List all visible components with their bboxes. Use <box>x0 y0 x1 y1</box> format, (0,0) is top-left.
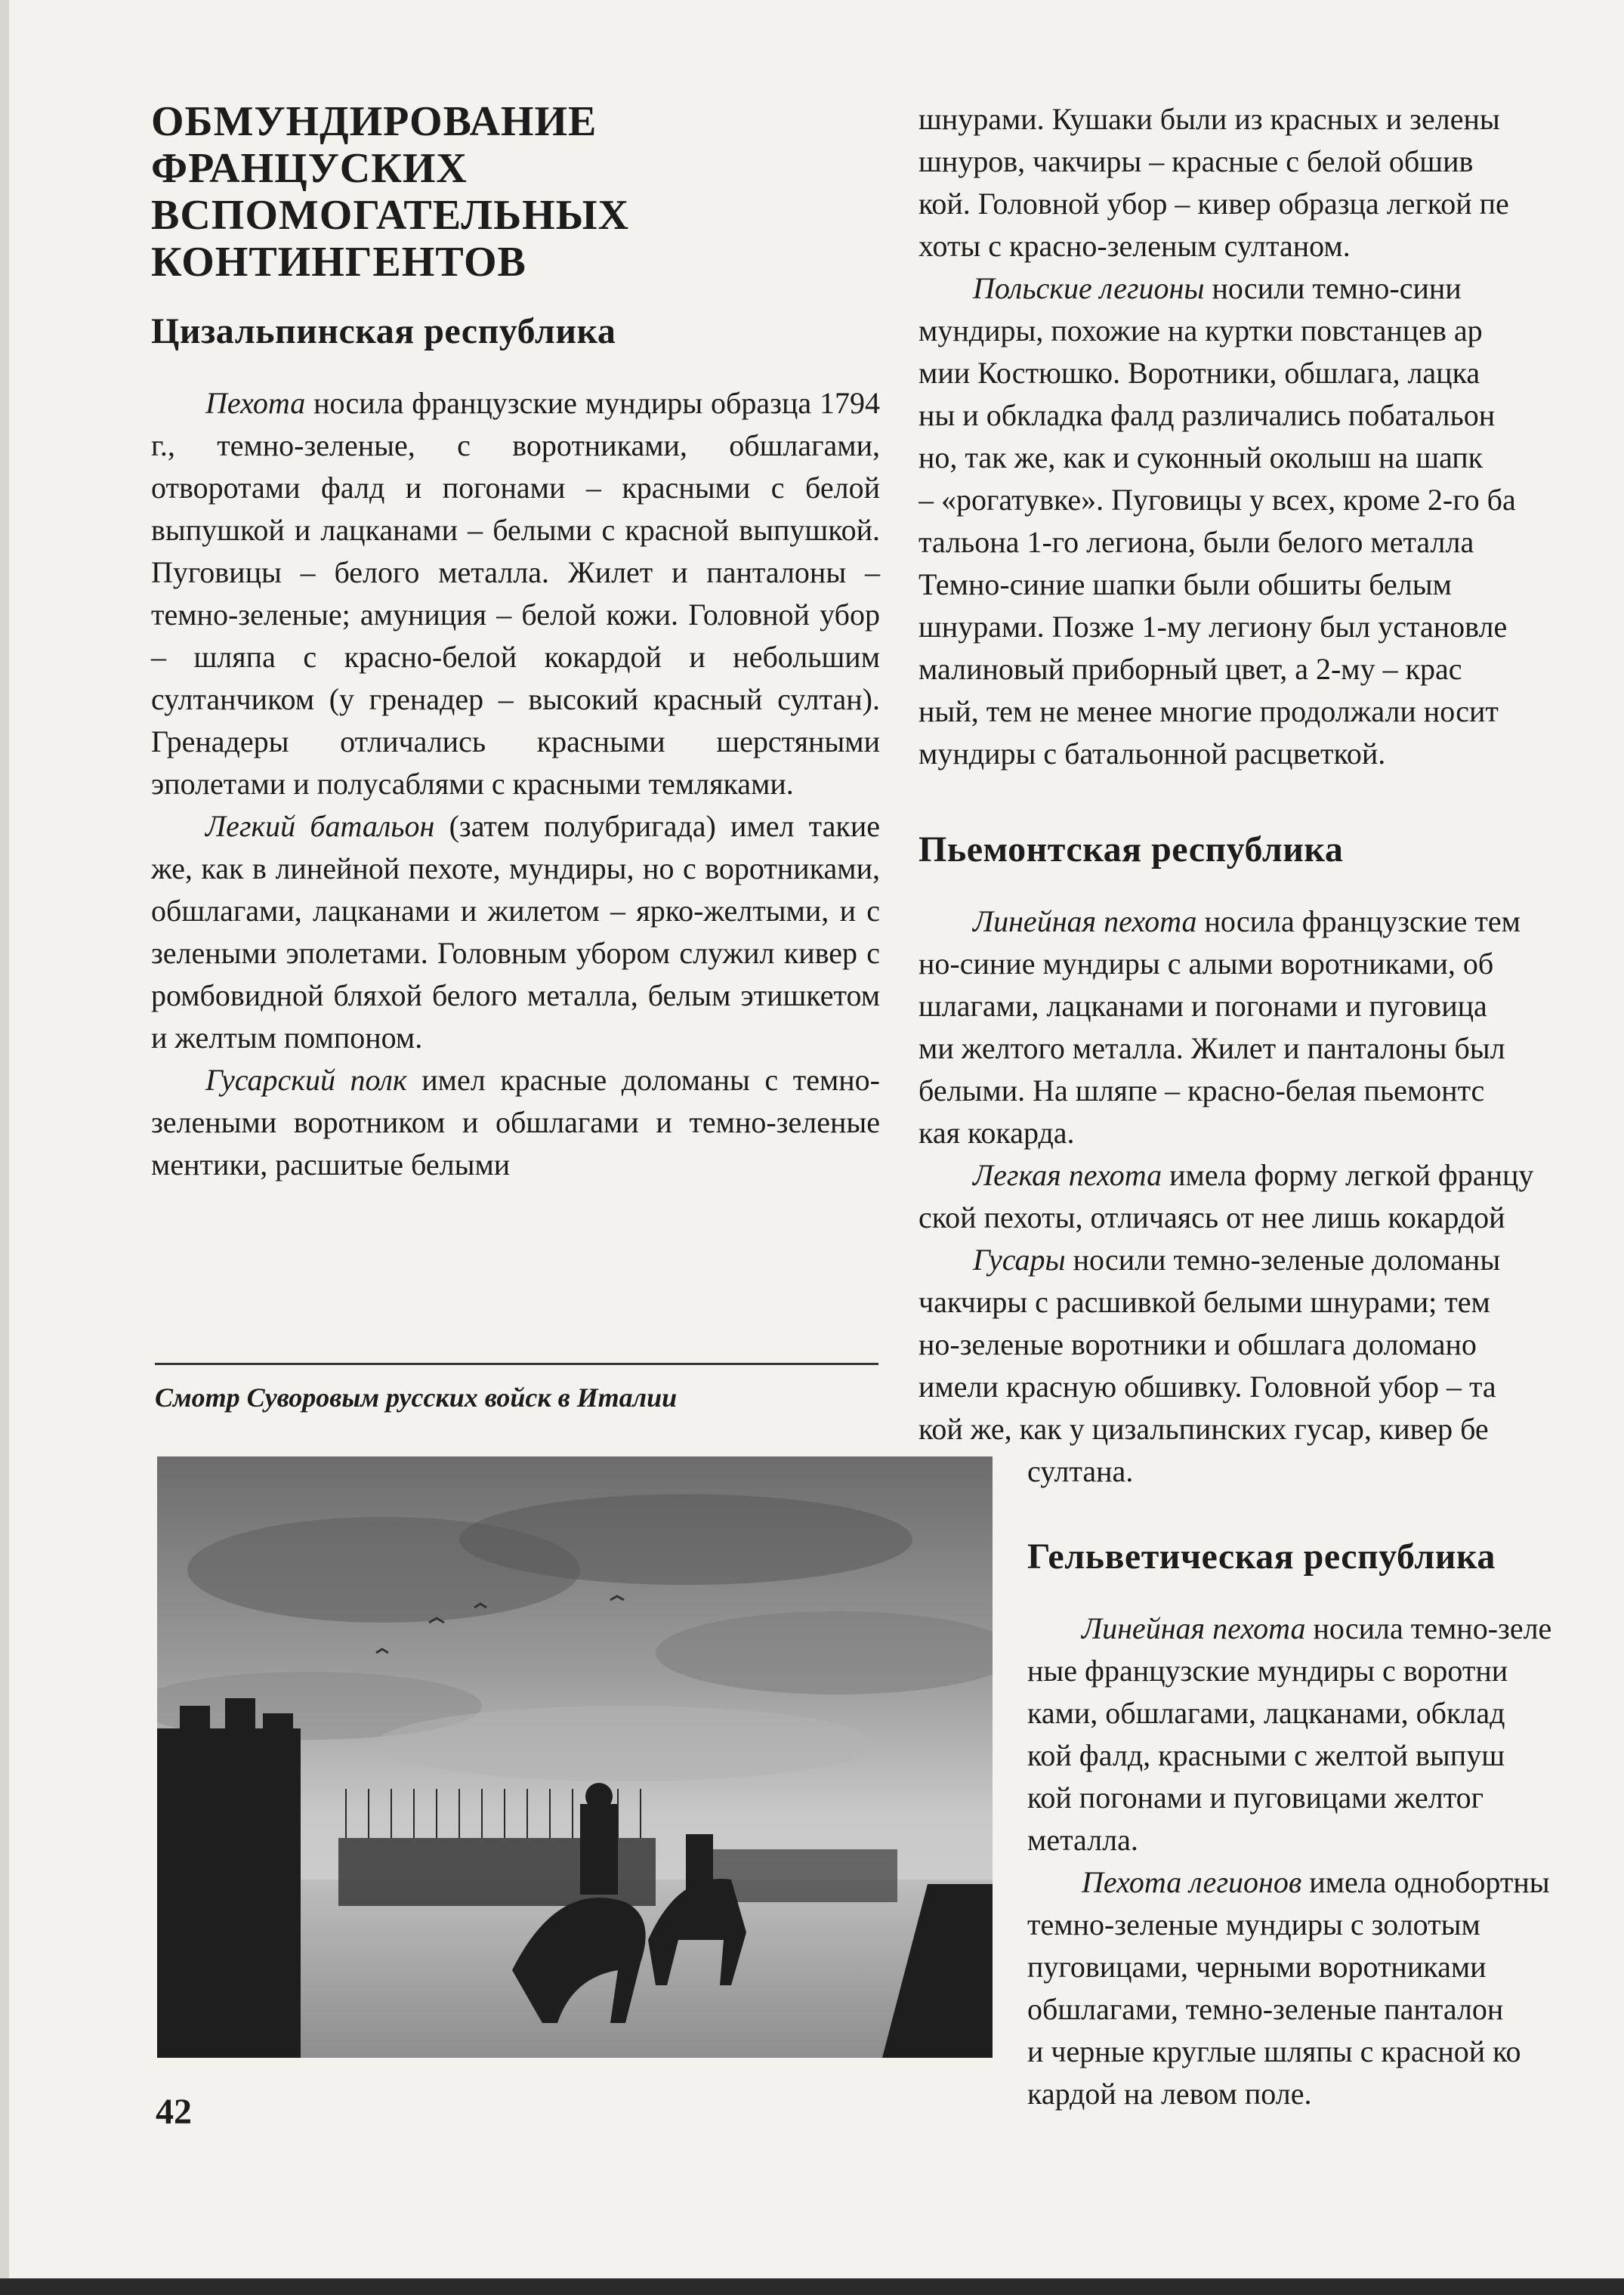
text-line: Темно-синие шапки были обшиты белым <box>919 567 1452 601</box>
paragraph-legion-infantry <box>1027 1861 1624 1904</box>
paragraph-piedmont-line-infantry <box>919 900 1624 943</box>
text-line: ный, тем не менее многие продолжали носит <box>919 694 1499 728</box>
text-line: – «рогатувке». Пуговицы у всех, кроме 2-го ба <box>919 483 1516 517</box>
text-line: имела форму легкой францу <box>1162 1158 1534 1192</box>
lead-term: Легкий батальон <box>205 809 435 843</box>
text-line: мундиры с батальонной расцветкой. <box>919 737 1386 771</box>
paragraph-helvetic-line-infantry <box>1027 1608 1624 1650</box>
page-edge <box>0 0 9 2295</box>
text-line: но-зеленые воротники и обшлага доломано <box>919 1327 1477 1361</box>
text-line: султана. <box>1027 1454 1134 1488</box>
figure-caption: Смотр Суворовым русских войск в Италии <box>155 1382 678 1413</box>
text-line: мундиры, похожие на куртки повстанцев ар <box>919 314 1483 347</box>
main-title <box>151 98 880 286</box>
lead-term: Линейная пехота <box>1082 1611 1306 1645</box>
text-line: мии Костюшко. Воротники, обшлага, лацка <box>919 356 1480 390</box>
text-line: но, так же, как и суконный околыш на шапк <box>919 440 1484 474</box>
caption-rule <box>155 1363 878 1365</box>
paragraph-text: имел красные доломаны с темно-зелеными воротником и обшлагами и темно-зеленые ментики, расшитые белыми <box>151 1063 880 1181</box>
lead-term: Легкая пехота <box>973 1158 1162 1192</box>
paragraph-piedmont-light-infantry <box>919 1154 1624 1197</box>
paragraph-text: (затем полубригада) имел такие же, как в линейной пехоте, мундиры, но с воротниками, обшлагами, лацканами и жилетом – ярко-желтыми, и с зелеными эполетами. Головным убором служил кивер с ромбовидной бляхой белого металла, белым этишкетом и желтым помпоном. <box>151 809 881 1055</box>
text-line: имела однобортны <box>1301 1865 1550 1899</box>
section-heading-helvetic: Гельветическая республика <box>1027 1537 1496 1577</box>
title-line: ОБМУНДИРОВАНИЕ <box>151 98 597 145</box>
text-line: ской пехоты, отличаясь от нее лишь кокардой <box>919 1200 1505 1234</box>
text-line: темно-зеленые мундиры с золотым <box>1027 1907 1480 1941</box>
paragraph-hussar-regiment <box>151 1059 880 1186</box>
text-line: шнурами. Кушаки были из красных и зелены <box>919 102 1500 136</box>
lead-term: Гусары <box>973 1243 1066 1277</box>
title-line: ФРАНЦУСКИХ <box>151 145 468 192</box>
paragraph-light-battalion <box>151 805 880 1059</box>
text-line: шнуров, чакчиры – красные с белой обшив <box>919 144 1474 178</box>
text-line: ми желтого металла. Жилет и панталоны был <box>919 1031 1505 1065</box>
lead-term: Пехота легионов <box>1082 1865 1302 1899</box>
text-line: ны и обкладка фалд различались побатальон <box>919 398 1496 432</box>
page-number: 42 <box>156 2092 192 2132</box>
text-line: обшлагами, темно-зеленые панталон <box>1027 1992 1504 2026</box>
lead-term: Гусарский полк <box>205 1063 407 1097</box>
paragraph-polish-legions <box>919 267 1624 310</box>
text-line: кой погонами и пуговицами желтог <box>1027 1781 1484 1815</box>
text-line: ками, обшлагами, лацканами, обклад <box>1027 1696 1505 1730</box>
text-line: и черные круглые шляпы с красной ко <box>1027 2034 1521 2068</box>
title-line: КОНТИНГЕНТОВ <box>151 239 526 286</box>
paragraph-piedmont-hussars <box>919 1239 1624 1281</box>
text-line: носила французские тем <box>1196 904 1521 938</box>
text-line: носила темно-зеле <box>1305 1611 1552 1645</box>
text-line: ные французские мундиры с воротни <box>1027 1654 1508 1688</box>
text-line: носили темно-сини <box>1204 271 1462 305</box>
text-line: хоты с красно-зеленым султаном. <box>919 229 1351 263</box>
text-line: шлагами, лацканами и погонами и пуговица <box>919 989 1487 1023</box>
text-line: кой. Головной убор – кивер образца легкой пе <box>919 187 1509 221</box>
text-line: кая кокарда. <box>919 1116 1075 1150</box>
right-column <box>919 98 1624 2115</box>
engraving-illustration <box>157 1456 993 2058</box>
title-line: ВСПОМОГАТЕЛЬНЫХ <box>151 192 630 239</box>
text-line: металла. <box>1027 1823 1138 1857</box>
text-line: имели красную обшивку. Головной убор – та <box>919 1370 1496 1404</box>
section-heading-cisalpine: Цизальпинская республика <box>151 311 616 351</box>
lead-term: Линейная пехота <box>973 904 1197 938</box>
text-line: кой фалд, красными с желтой выпуш <box>1027 1738 1505 1772</box>
text-line: кой же, как у цизальпинских гусар, кивер бе <box>919 1412 1489 1446</box>
text-line: но-синие мундиры с алыми воротниками, об <box>919 947 1494 981</box>
helvetic-block <box>1027 1493 1624 2115</box>
left-column <box>151 98 880 1186</box>
text-line: тальона 1-го легиона, были белого металла <box>919 525 1474 559</box>
text-line: кардой на левом поле. <box>1027 2077 1312 2111</box>
text-line: носили темно-зеленые доломаны <box>1065 1243 1501 1277</box>
text-line: шнурами. Позже 1-му легиону был установле <box>919 610 1508 644</box>
paragraph-text: носила французские мундиры образца 1794 г., темно-зеленые, с воротниками, обшлагами, отворотами фалд и погонами – красными с белой выпушкой и лацканами – белыми с красной выпушкой. Пуговицы – белого металла. Жилет и панталоны – темно-зеленые; амуниция – белой кожи. Головной убор – шляпа с красно-белой кокардой и небольшим султанчиком (у гренадер – высокий красный султан). Гренадеры отличались красными шерстяными эполетами и полусаблями с красными темляками. <box>151 386 880 801</box>
section-heading-piedmont: Пьемонтская республика <box>919 829 1344 870</box>
page-bottom-edge <box>0 2278 1624 2295</box>
paragraph-infantry <box>151 382 880 805</box>
text-line: чакчиры с расшивкой белыми шнурами; тем <box>919 1285 1490 1319</box>
lead-term: Пехота <box>205 386 306 420</box>
text-line: пуговицами, черными воротниками <box>1027 1950 1487 1984</box>
text-line: белыми. На шляпе – красно-белая пьемонтс <box>919 1073 1485 1107</box>
engraving-drawing <box>157 1456 993 2058</box>
text-line: малиновый приборный цвет, а 2-му – крас <box>919 652 1462 686</box>
lead-term: Польские легионы <box>973 271 1205 305</box>
